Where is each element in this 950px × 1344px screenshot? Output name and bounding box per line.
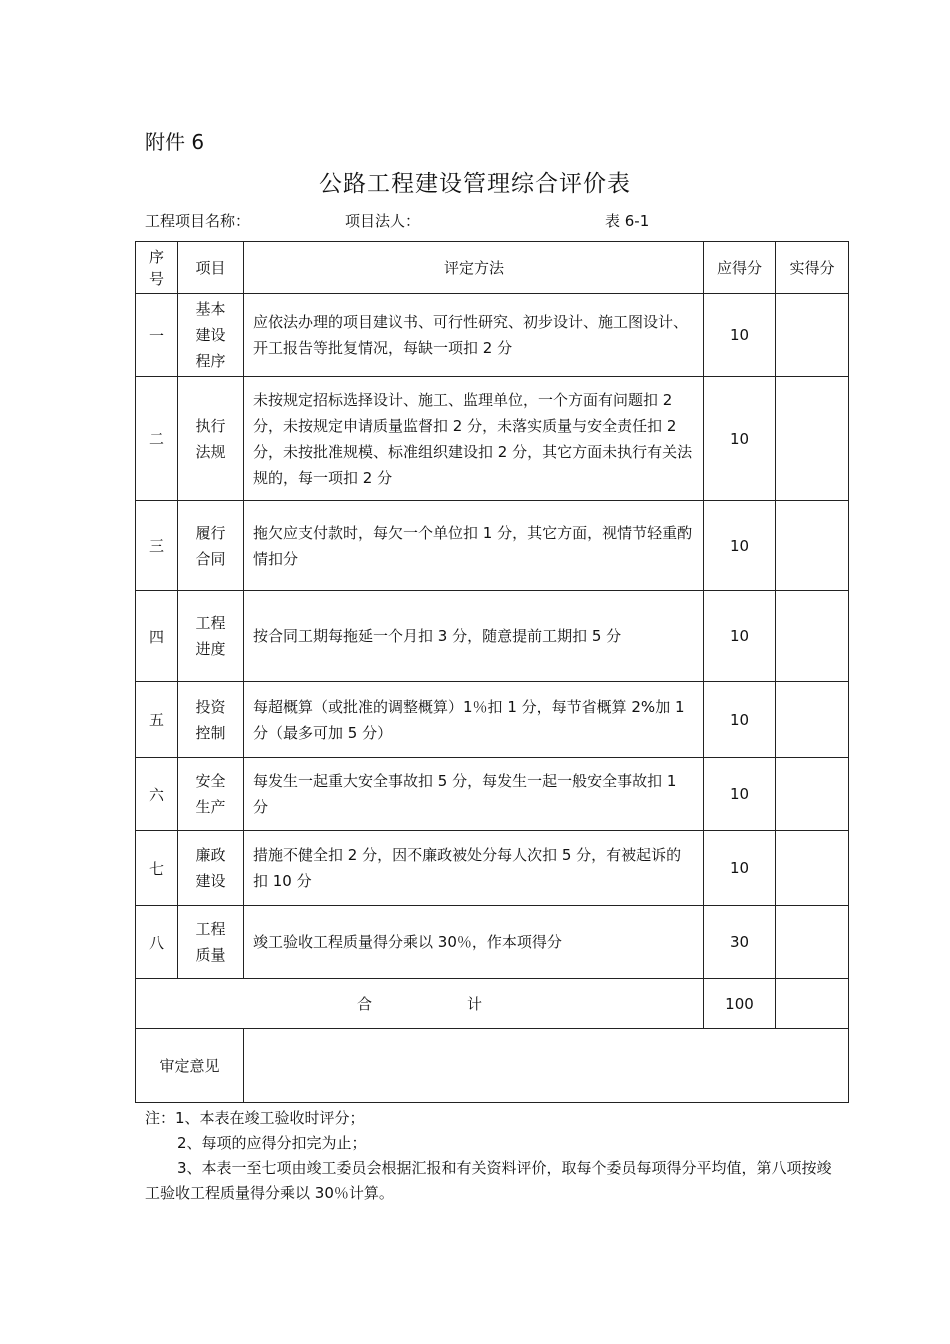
- attachment-label: 附件 6: [145, 130, 205, 154]
- total-row: [136, 979, 849, 1029]
- row-item: [178, 906, 244, 979]
- row-item: [178, 377, 244, 501]
- header-full-score: 应得分: [704, 242, 776, 294]
- row-no: 五: [136, 682, 178, 758]
- row-no: 七: [136, 831, 178, 906]
- notes: [145, 1106, 845, 1206]
- table-row: [136, 758, 849, 831]
- table-header-row: [136, 242, 849, 294]
- page-title: 公路工程建设管理综合评价表: [319, 171, 631, 197]
- evaluation-table: [135, 241, 849, 1103]
- row-method: 竣工验收工程质量得分乘以 30％，作本项得分: [244, 906, 704, 979]
- row-full-score: 10: [704, 377, 776, 501]
- row-method: 按合同工期每拖延一个月扣 3 分，随意提前工期扣 5 分: [244, 591, 704, 682]
- header-no-label: 序号: [148, 247, 164, 288]
- row-full-score: 10: [704, 682, 776, 758]
- header-method: 评定方法: [244, 242, 704, 294]
- total-actual-score[interactable]: [776, 979, 849, 1029]
- row-actual-score[interactable]: [776, 831, 849, 906]
- table-row: [136, 591, 849, 682]
- table-row: [136, 294, 849, 377]
- row-full-score: 10: [704, 831, 776, 906]
- review-row: [136, 1029, 849, 1103]
- total-label: [136, 979, 704, 1029]
- total-label-left: 合: [356, 995, 372, 1013]
- row-full-score: 30: [704, 906, 776, 979]
- note-1: 注：1、本表在竣工验收时评分；: [145, 1109, 365, 1127]
- header-item: 项目: [178, 242, 244, 294]
- row-no: 一: [136, 294, 178, 377]
- project-name-label: 工程项目名称：: [145, 212, 251, 230]
- row-method: 每发生一起重大安全事故扣 5 分，每发生一起一般安全事故扣 1 分: [244, 758, 704, 831]
- total-full-score: 100: [704, 979, 776, 1029]
- table-row: [136, 377, 849, 501]
- row-item-label: 执行法规: [195, 416, 226, 461]
- row-full-score: 10: [704, 591, 776, 682]
- row-item: [178, 682, 244, 758]
- note-3: [145, 1156, 845, 1206]
- row-actual-score[interactable]: [776, 758, 849, 831]
- table-number: 表 6-1: [605, 212, 650, 230]
- row-actual-score[interactable]: [776, 906, 849, 979]
- row-no: 二: [136, 377, 178, 501]
- row-item-label: 安全生产: [195, 772, 226, 816]
- header-actual-score: 实得分: [776, 242, 849, 294]
- row-item: [178, 831, 244, 906]
- total-label-right: 计: [467, 995, 483, 1013]
- table-row: [136, 501, 849, 591]
- table-row: [136, 831, 849, 906]
- row-no: 八: [136, 906, 178, 979]
- row-method: 每超概算（或批准的调整概算）1％扣 1 分，每节省概算 2%加 1 分（最多可加 5 分）: [244, 682, 704, 758]
- table-row: [136, 906, 849, 979]
- row-item-label: 工程进度: [195, 614, 226, 658]
- row-method: 措施不健全扣 2 分，因不廉政被处分每人次扣 5 分，有被起诉的扣 10 分: [244, 831, 704, 906]
- row-actual-score[interactable]: [776, 377, 849, 501]
- row-item-label: 基本建设程序: [195, 300, 226, 370]
- row-full-score: 10: [704, 758, 776, 831]
- row-full-score: 10: [704, 294, 776, 377]
- row-no: 四: [136, 591, 178, 682]
- row-no: 六: [136, 758, 178, 831]
- row-item-label: 投资控制: [195, 697, 226, 742]
- row-item: [178, 294, 244, 377]
- row-item-label: 履行合同: [195, 523, 226, 568]
- table-row: [136, 682, 849, 758]
- note-3-text: 3、本表一至七项由竣工委员会根据汇报和有关资料评价，取每个委员每项得分平均值，第八项按竣工验收工程质量得分乘以 30％计算。: [145, 1159, 832, 1202]
- row-actual-score[interactable]: [776, 591, 849, 682]
- row-method: 未按规定招标选择设计、施工、监理单位，一个方面有问题扣 2 分，未按规定申请质量监督扣 2 分，未落实质量与安全责任扣 2 分，未按批准规模、标准组织建设扣 2 分，其它方面未执行有关法规的，每一项扣 2 分: [244, 377, 704, 501]
- row-actual-score[interactable]: [776, 682, 849, 758]
- legal-person-label: 项目法人：: [345, 212, 421, 230]
- header-no: [136, 242, 178, 294]
- review-label: 审定意见: [136, 1029, 244, 1103]
- row-method: 拖欠应支付款时，每欠一个单位扣 1 分，其它方面，视情节轻重酌情扣分: [244, 501, 704, 591]
- note-2: 2、每项的应得分扣完为止；: [177, 1134, 367, 1152]
- row-item: [178, 501, 244, 591]
- row-actual-score[interactable]: [776, 294, 849, 377]
- review-value[interactable]: [244, 1029, 849, 1103]
- row-no: 三: [136, 501, 178, 591]
- row-method: 应依法办理的项目建议书、可行性研究、初步设计、施工图设计、开工报告等批复情况，每缺一项扣 2 分: [244, 294, 704, 377]
- row-actual-score[interactable]: [776, 501, 849, 591]
- row-item: [178, 758, 244, 831]
- row-full-score: 10: [704, 501, 776, 591]
- row-item: [178, 591, 244, 682]
- row-item-label: 工程质量: [195, 920, 226, 964]
- row-item-label: 廉政建设: [195, 846, 226, 890]
